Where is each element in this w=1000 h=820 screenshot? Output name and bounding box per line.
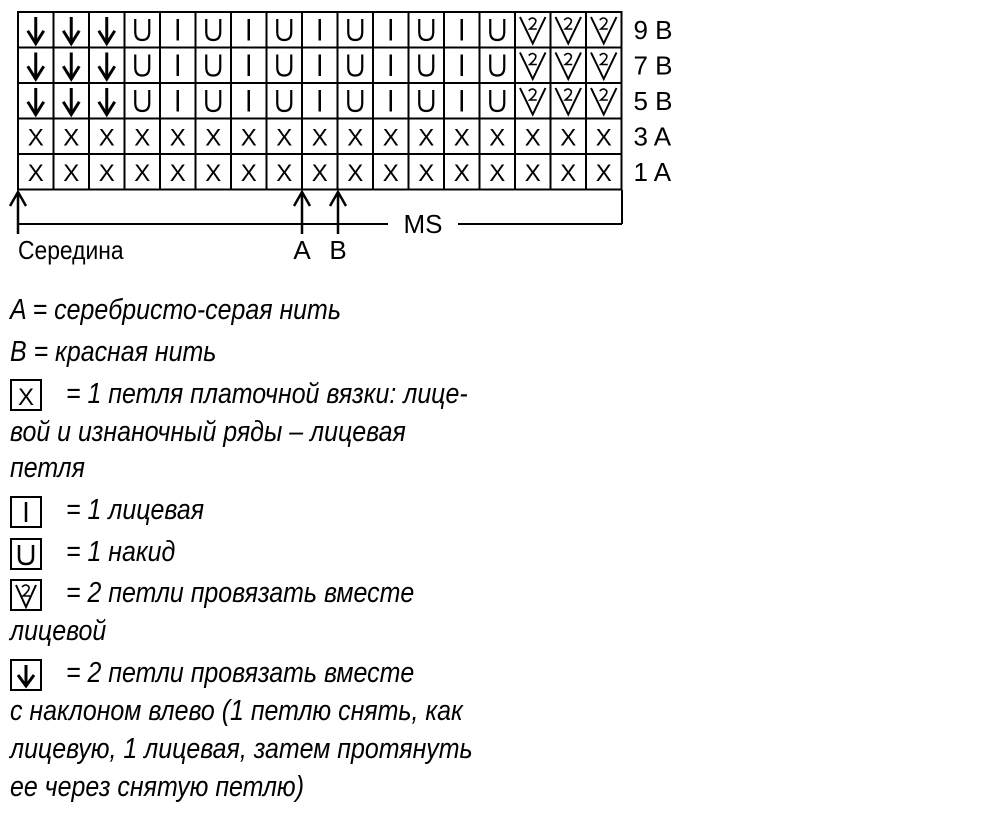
chart-cell	[231, 12, 267, 48]
chart-cell	[89, 119, 125, 155]
cell-symbol: X	[560, 159, 577, 187]
chart-cell	[302, 83, 338, 119]
cell-symbol: X	[560, 124, 577, 152]
legend-k2tog-text-1: = 2 петли провязать вместе	[66, 577, 415, 609]
chart-cell	[125, 154, 161, 190]
chart-cell	[480, 12, 516, 48]
legend-knit-symbol	[10, 496, 42, 528]
knitting-chart	[0, 0, 700, 280]
chart-cell	[125, 12, 161, 48]
row-label: 3 A	[633, 121, 672, 152]
chart-cell	[515, 154, 551, 190]
chart-cell	[480, 48, 516, 84]
chart-cell	[160, 48, 196, 84]
chart-cell	[515, 83, 551, 119]
chart-cell	[515, 119, 551, 155]
row-label: 1 A	[633, 157, 672, 187]
cell-symbol: X	[489, 159, 506, 187]
chart-cell	[231, 119, 267, 155]
legend-ssk-text-3: лицевую, 1 лицевая, затем протянуть	[10, 733, 473, 765]
cell-symbol: X	[134, 124, 151, 152]
ms-label: MS	[403, 209, 443, 239]
cell-symbol: X	[98, 124, 115, 152]
chart-cell	[125, 48, 161, 84]
chart-cell	[160, 119, 196, 155]
legend-ssk-text-2: с наклоном влево (1 петлю снять, как	[10, 695, 463, 727]
cell-symbol: X	[311, 159, 328, 187]
legend-ssk-symbol	[10, 659, 42, 691]
chart-markers	[10, 190, 622, 265]
chart-cell	[409, 48, 445, 84]
chart-cell	[551, 154, 587, 190]
chart-cell	[551, 12, 587, 48]
svg-text:X: X	[17, 384, 35, 409]
cell-symbol: X	[453, 159, 470, 187]
chart-cell	[18, 83, 54, 119]
row-label: 5 B	[633, 86, 673, 116]
chart-cell	[409, 12, 445, 48]
cell-symbol: X	[27, 159, 44, 187]
chart-cell	[480, 119, 516, 155]
chart-cell	[196, 83, 232, 119]
chart-cell	[480, 154, 516, 190]
chart-cell	[444, 83, 480, 119]
chart-cell	[267, 119, 303, 155]
legend-knit-text: = 1 лицевая	[66, 494, 205, 526]
chart-cell	[373, 12, 409, 48]
cell-symbol: X	[347, 124, 364, 152]
cell-symbol: X	[489, 124, 506, 152]
cell-symbol: X	[27, 124, 44, 152]
chart-cell	[338, 154, 374, 190]
chart-cell	[267, 154, 303, 190]
marker-b-label: B	[329, 235, 347, 265]
legend-x-text-3: петля	[10, 452, 85, 484]
row-label: 9 B	[633, 15, 673, 45]
cell-symbol: X	[169, 159, 186, 187]
cell-symbol: X	[382, 124, 399, 152]
chart-cell	[586, 12, 622, 48]
chart-cell	[480, 83, 516, 119]
chart-cell	[18, 12, 54, 48]
chart-cell	[444, 119, 480, 155]
cell-symbol: X	[347, 159, 364, 187]
chart-cell	[409, 119, 445, 155]
cell-symbol: X	[524, 159, 541, 187]
cell-symbol: X	[595, 159, 612, 187]
chart-cell	[196, 12, 232, 48]
legend-ssk-text-1: = 2 петли провязать вместе	[66, 657, 415, 689]
chart-cell	[196, 119, 232, 155]
cell-symbol: X	[418, 124, 435, 152]
chart-cell	[586, 119, 622, 155]
chart-cell	[54, 48, 90, 84]
cell-symbol: X	[418, 159, 435, 187]
chart-cell	[551, 48, 587, 84]
chart-cell	[373, 119, 409, 155]
chart-cell	[444, 12, 480, 48]
cell-symbol: X	[240, 124, 257, 152]
legend-yarn-over-symbol	[10, 538, 42, 570]
cell-symbol: X	[382, 159, 399, 187]
cell-symbol: X	[63, 159, 80, 187]
legend-ssk-text-4: ее через снятую петлю)	[10, 771, 304, 803]
chart-cell	[444, 48, 480, 84]
chart-cell	[338, 12, 374, 48]
chart-cell	[18, 48, 54, 84]
chart-cell	[125, 119, 161, 155]
cell-symbol: X	[134, 159, 151, 187]
chart-cell	[89, 83, 125, 119]
chart-cell	[125, 83, 161, 119]
chart-cell	[196, 48, 232, 84]
legend-x-text-2: вой и изнаночный ряды – лицевая	[10, 416, 406, 448]
chart-cell	[18, 154, 54, 190]
chart-cell	[18, 119, 54, 155]
chart-cell	[409, 154, 445, 190]
chart-cell	[373, 48, 409, 84]
legend-yarn-over-text: = 1 накид	[66, 536, 176, 568]
marker-a-label: A	[293, 235, 311, 265]
chart-cell	[586, 48, 622, 84]
chart-cell	[302, 48, 338, 84]
chart-cell	[302, 119, 338, 155]
cell-symbol: X	[453, 124, 470, 152]
chart-cell	[160, 12, 196, 48]
cell-symbol: X	[524, 124, 541, 152]
chart-cell	[267, 12, 303, 48]
chart-cell	[54, 119, 90, 155]
legend-k2tog-text-2: лицевой	[10, 615, 107, 647]
chart-cell	[267, 83, 303, 119]
chart-cell	[338, 48, 374, 84]
chart-cell	[89, 12, 125, 48]
chart-cell	[409, 83, 445, 119]
chart-cell	[586, 154, 622, 190]
cell-symbol: X	[311, 124, 328, 152]
chart-cell	[267, 48, 303, 84]
cell-symbol: X	[276, 159, 293, 187]
chart-cell	[373, 83, 409, 119]
chart-cell	[586, 83, 622, 119]
chart-cell	[160, 83, 196, 119]
chart-cell	[551, 83, 587, 119]
chart-cell	[444, 154, 480, 190]
cell-symbol: X	[63, 124, 80, 152]
chart-cell	[196, 154, 232, 190]
chart-cell	[231, 48, 267, 84]
chart-cell	[515, 12, 551, 48]
cell-symbol: X	[205, 124, 222, 152]
chart-cell	[54, 154, 90, 190]
cell-symbol: X	[169, 124, 186, 152]
legend-yarn-a: A = серебристо-серая нить	[10, 294, 341, 326]
cell-symbol: X	[205, 159, 222, 187]
chart-cell	[302, 12, 338, 48]
chart-cell	[302, 154, 338, 190]
chart-cell	[89, 48, 125, 84]
cell-symbol: X	[276, 124, 293, 152]
legend-k2tog-symbol	[10, 579, 42, 611]
chart-cell	[160, 154, 196, 190]
chart-cell	[54, 83, 90, 119]
chart-cell	[551, 119, 587, 155]
cell-symbol: X	[240, 159, 257, 187]
chart-cell	[338, 119, 374, 155]
row-label: 7 B	[633, 50, 673, 81]
chart-cell	[515, 48, 551, 84]
cell-symbol: X	[98, 159, 115, 187]
row-labels	[634, 15, 673, 187]
cell-symbol: X	[595, 124, 612, 152]
chart-cell	[231, 83, 267, 119]
chart-cell	[231, 154, 267, 190]
chart-cell	[54, 12, 90, 48]
legend-yarn-b: B = красная нить	[10, 336, 217, 368]
chart-grid	[18, 12, 622, 190]
legend-x-symbol	[10, 379, 42, 411]
legend-x-text-1: = 1 петля платочной вязки: лице-	[66, 378, 468, 410]
chart-cell	[89, 154, 125, 190]
chart-cell	[373, 154, 409, 190]
chart-cell	[338, 83, 374, 119]
middle-label: Середина	[18, 236, 124, 266]
